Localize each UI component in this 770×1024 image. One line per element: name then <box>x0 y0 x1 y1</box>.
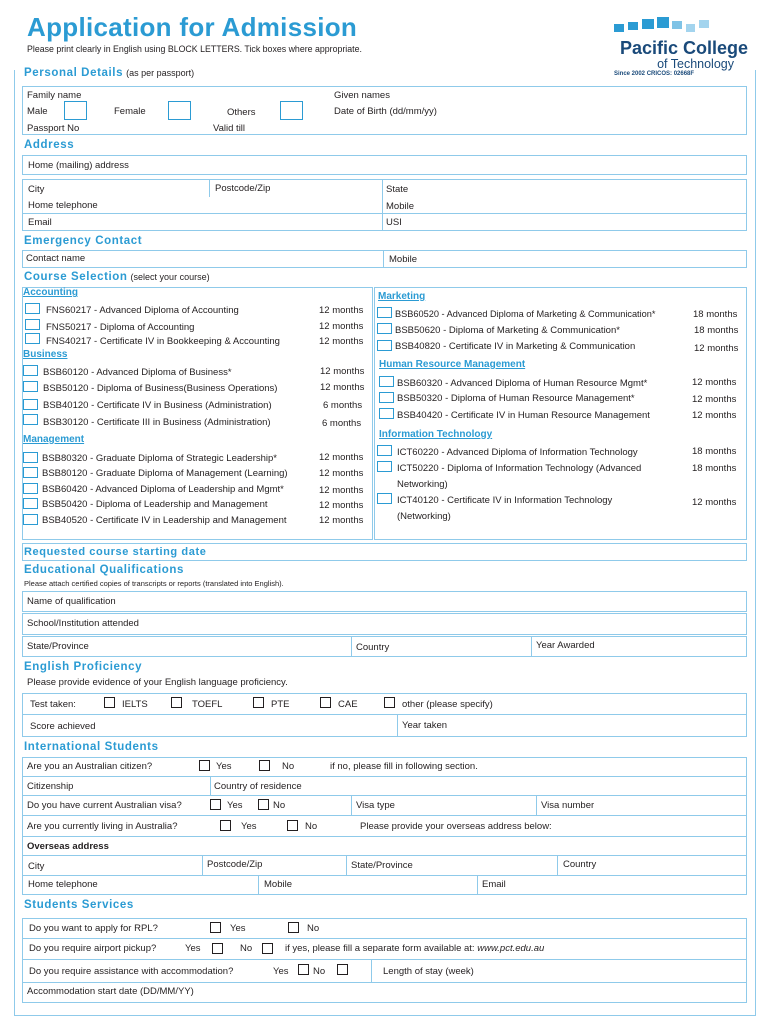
course-name: BSB60120 - Advanced Diploma of Business* <box>43 367 232 378</box>
female-checkbox[interactable] <box>168 101 191 120</box>
course-duration: 12 months <box>692 410 737 421</box>
rpl-question: Do you want to apply for RPL? <box>29 923 158 934</box>
score-label: Score achieved <box>30 721 96 732</box>
course-checkbox[interactable] <box>23 483 38 494</box>
course-checkbox[interactable] <box>23 467 38 478</box>
course-checkbox[interactable] <box>23 498 38 509</box>
others-checkbox[interactable] <box>280 101 303 120</box>
overseas-title: Overseas address <box>27 841 109 852</box>
male-label: Male <box>27 106 48 117</box>
services-heading: Students Services <box>24 899 134 911</box>
male-checkbox[interactable] <box>64 101 87 120</box>
overseas-home-tel-label: Home telephone <box>28 879 98 890</box>
others-label: Others <box>227 107 256 118</box>
course-name: FNS60217 - Advanced Diploma of Accounting <box>46 305 239 316</box>
personal-details-note: (as per passport) <box>126 68 195 78</box>
form-subtitle: Please print clearly in English using BLOCK LETTERS. Tick boxes where appropriate. <box>27 44 362 54</box>
it-heading: Information Technology <box>379 429 493 440</box>
emergency-contact-box <box>22 250 747 268</box>
ielts-checkbox[interactable] <box>104 697 115 708</box>
course-checkbox[interactable] <box>379 376 394 387</box>
course-checkbox[interactable] <box>23 381 38 392</box>
overseas-city-label: City <box>28 861 45 872</box>
logo-square-6 <box>686 24 695 32</box>
home-address-field[interactable] <box>22 155 747 175</box>
email-label: Email <box>28 217 52 228</box>
pickup-no-label: No <box>240 943 253 954</box>
valid-till-label: Valid till <box>213 123 246 134</box>
emergency-contact-heading: Emergency Contact <box>24 235 143 247</box>
international-heading: International Students <box>24 741 159 753</box>
citizen-yes-checkbox[interactable] <box>199 760 210 771</box>
business-heading: Business <box>23 349 68 360</box>
passport-label: Passport No <box>27 123 80 134</box>
overseas-email-label: Email <box>482 879 506 890</box>
course-checkbox[interactable] <box>377 340 392 351</box>
overseas-country-label: Country <box>563 859 597 870</box>
if-no-note: if no, please fill in following section. <box>330 761 478 772</box>
course-name: BSB80120 - Graduate Diploma of Management (Learning) <box>42 468 288 479</box>
course-name: BSB40820 - Certificate IV in Marketing & Communication <box>395 341 636 352</box>
english-heading: English Proficiency <box>24 661 143 673</box>
accom-start-label: Accommodation start date (DD/MM/YY) <box>27 986 194 997</box>
visa-question: Do you have current Australian visa? <box>27 800 182 811</box>
logo-square-2 <box>628 22 638 30</box>
year-taken-label: Year taken <box>402 720 448 731</box>
course-duration: 12 months <box>319 305 364 316</box>
course-name: FNS40217 - Certificate IV in Bookkeeping & Accounting <box>46 336 280 347</box>
visa-yes-checkbox[interactable] <box>210 799 221 810</box>
course-name: FNS50217 - Diploma of Accounting <box>46 322 195 333</box>
course-name: BSB50620 - Diploma of Marketing & Communication* <box>395 325 620 336</box>
overseas-mobile-label: Mobile <box>264 879 292 890</box>
pickup-note: if yes, please fill a separate form available at: www.pct.edu.au <box>285 943 545 954</box>
marketing-heading: Marketing <box>378 291 426 302</box>
course-duration: 18 months <box>692 446 737 457</box>
cae-checkbox[interactable] <box>320 697 331 708</box>
course-checkbox[interactable] <box>377 461 392 472</box>
rpl-no-label: No <box>307 923 320 934</box>
course-duration: 12 months <box>692 394 737 405</box>
course-checkbox[interactable] <box>379 408 394 419</box>
qualification-label: Name of qualification <box>27 596 116 607</box>
year-awarded-label: Year Awarded <box>536 640 595 651</box>
logo-square-5 <box>672 21 682 29</box>
course-checkbox[interactable] <box>23 365 38 376</box>
course-duration: 12 months <box>320 366 365 377</box>
cae-label: CAE <box>338 699 358 710</box>
education-note: Please attach certified copies of transcripts or reports (translated into English). <box>24 579 284 588</box>
citizen-no-checkbox[interactable] <box>259 760 270 771</box>
living-yes-label: Yes <box>241 821 257 832</box>
length-of-stay-label: Length of stay (week) <box>383 966 474 977</box>
contact-details-box <box>22 179 747 231</box>
visa-yes-label: Yes <box>227 800 243 811</box>
pte-label: PTE <box>271 699 290 710</box>
postcode-label: Postcode/Zip <box>215 183 271 194</box>
hrm-heading: Human Resource Management <box>379 359 526 370</box>
course-checkbox[interactable] <box>377 493 392 504</box>
course-name-cont: Networking) <box>397 479 448 490</box>
course-name: BSB30120 - Certificate III in Business (Administration) <box>43 417 271 428</box>
course-duration: 12 months <box>692 497 737 508</box>
course-duration: 12 months <box>692 377 737 388</box>
pickup-yes-checkbox[interactable] <box>212 943 223 954</box>
contact-name-label: Contact name <box>26 253 86 264</box>
course-duration: 6 months <box>322 418 362 429</box>
logo-square-3 <box>642 19 654 29</box>
female-label: Female <box>114 106 146 117</box>
living-question: Are you currently living in Australia? <box>27 821 178 832</box>
residence-label: Country of residence <box>214 781 302 792</box>
accom-yes-checkbox[interactable] <box>298 964 309 975</box>
course-checkbox[interactable] <box>377 445 392 456</box>
course-checkbox[interactable] <box>25 333 40 344</box>
living-no-checkbox[interactable] <box>287 820 298 831</box>
logo-square-1 <box>614 24 624 32</box>
course-duration: 12 months <box>319 452 364 463</box>
visa-no-label: No <box>273 800 286 811</box>
course-name: BSB40520 - Certificate IV in Leadership and Management <box>42 515 287 526</box>
course-checkbox[interactable] <box>377 307 392 318</box>
english-note: Please provide evidence of your English language proficiency. <box>27 677 288 688</box>
pickup-question: Do you require airport pickup? <box>29 943 157 954</box>
accom-no-checkbox[interactable] <box>337 964 348 975</box>
overseas-question: Please provide your overseas address below: <box>360 821 552 832</box>
course-name: BSB60420 - Advanced Diploma of Leadership and Mgmt* <box>42 484 284 495</box>
logo-square-7 <box>699 20 709 28</box>
rpl-no-checkbox[interactable] <box>288 922 299 933</box>
course-name: BSB40420 - Certificate IV in Human Resource Management <box>397 410 650 421</box>
course-name: BSB40120 - Certificate IV in Business (Administration) <box>43 400 272 411</box>
edu-state-label: State/Province <box>27 641 89 652</box>
course-name: BSB50420 - Diploma of Leadership and Management <box>42 499 268 510</box>
course-duration: 12 months <box>319 485 364 496</box>
toefl-checkbox[interactable] <box>171 697 182 708</box>
course-duration: 12 months <box>320 382 365 393</box>
course-duration: 12 months <box>319 468 364 479</box>
logo-college-sub: of Technology <box>657 57 734 71</box>
course-name: ICT40120 - Certificate IV in Information Technology <box>397 495 613 506</box>
overseas-state-label: State/Province <box>351 860 413 871</box>
management-heading: Management <box>23 434 85 445</box>
course-checkbox[interactable] <box>23 414 38 425</box>
home-address-label: Home (mailing) address <box>28 160 129 171</box>
course-name: BSB60320 - Advanced Diploma of Human Resource Mgmt* <box>397 378 648 389</box>
course-duration: 12 months <box>319 500 364 511</box>
course-checkbox[interactable] <box>23 452 38 463</box>
citizen-question: Are you an Australian citizen? <box>27 761 153 772</box>
rpl-yes-label: Yes <box>230 923 246 934</box>
course-duration: 18 months <box>694 325 739 336</box>
ielts-label: IELTS <box>122 699 148 710</box>
usi-label: USI <box>386 217 402 228</box>
pickup-yes-label: Yes <box>185 943 201 954</box>
dob-label: Date of Birth (dd/mm/yy) <box>334 106 437 117</box>
school-label: School/Institution attended <box>27 618 139 629</box>
course-name: ICT50220 - Diploma of Information Technology (Advanced <box>397 463 642 474</box>
qualification-field[interactable] <box>22 591 747 612</box>
test-taken-label: Test taken: <box>30 699 76 710</box>
start-date-heading: Requested course starting date <box>24 546 207 558</box>
emergency-mobile-label: Mobile <box>389 254 417 265</box>
given-names-label: Given names <box>334 90 390 101</box>
course-duration: 18 months <box>692 463 737 474</box>
living-yes-checkbox[interactable] <box>220 820 231 831</box>
course-duration: 12 months <box>319 321 364 332</box>
toefl-label: TOEFL <box>192 699 223 710</box>
course-duration: 6 months <box>323 400 363 411</box>
education-heading: Educational Qualifications <box>24 564 185 576</box>
course-duration: 12 months <box>319 336 364 347</box>
citizen-yes-label: Yes <box>216 761 232 772</box>
pte-checkbox[interactable] <box>253 697 264 708</box>
course-selection-note: (select your course) <box>130 272 210 282</box>
other-test-checkbox[interactable] <box>384 697 395 708</box>
city-label: City <box>28 184 45 195</box>
course-checkbox[interactable] <box>25 319 40 330</box>
logo-cricos: Since 2002 CRICOS: 02668F <box>614 71 695 77</box>
pickup-no-checkbox[interactable] <box>262 943 273 954</box>
course-checkbox[interactable] <box>23 514 38 525</box>
course-duration: 12 months <box>694 343 739 354</box>
address-heading: Address <box>24 139 75 151</box>
overseas-postcode-label: Postcode/Zip <box>207 859 263 870</box>
form-title: Application for Admission <box>27 12 358 42</box>
accom-yes-label: Yes <box>273 966 289 977</box>
course-name-cont: (Networking) <box>397 511 451 522</box>
course-name: BSB80320 - Graduate Diploma of Strategic Leadership* <box>42 453 277 464</box>
course-duration: 12 months <box>319 515 364 526</box>
other-test-label: other (please specify) <box>402 699 493 710</box>
accommodation-question: Do you require assistance with accommodation? <box>29 966 234 977</box>
personal-details-heading: Personal Details (as per passport) <box>24 67 195 79</box>
course-selection-heading: Course Selection (select your course) <box>24 271 210 283</box>
citizen-no-label: No <box>282 761 295 772</box>
course-checkbox[interactable] <box>23 399 38 410</box>
logo-college-name: Pacific College <box>619 38 748 58</box>
course-name: BSB50320 - Diploma of Human Resource Management* <box>397 393 635 404</box>
living-no-label: No <box>305 821 318 832</box>
visa-type-label: Visa type <box>356 800 395 811</box>
course-checkbox[interactable] <box>25 303 40 314</box>
course-checkbox[interactable] <box>379 392 394 403</box>
mobile-label: Mobile <box>386 201 414 212</box>
accounting-heading: Accounting <box>23 287 78 298</box>
home-telephone-label: Home telephone <box>28 200 98 211</box>
citizenship-label: Citizenship <box>27 781 74 792</box>
course-name: BSB50120 - Diploma of Business(Business Operations) <box>43 383 278 394</box>
visa-no-checkbox[interactable] <box>258 799 269 810</box>
course-name: ICT60220 - Advanced Diploma of Information Technology <box>397 447 638 458</box>
visa-number-label: Visa number <box>541 800 595 811</box>
logo-square-4 <box>657 17 669 28</box>
state-label: State <box>386 184 409 195</box>
pickup-url-link[interactable]: www.pct.edu.au <box>477 943 545 954</box>
course-checkbox[interactable] <box>377 323 392 334</box>
course-name: BSB60520 - Advanced Diploma of Marketing & Communication* <box>395 309 656 319</box>
family-name-label: Family name <box>27 90 82 101</box>
rpl-yes-checkbox[interactable] <box>210 922 221 933</box>
course-duration: 18 months <box>693 309 738 320</box>
edu-country-label: Country <box>356 642 390 653</box>
accom-no-label: No <box>313 966 326 977</box>
